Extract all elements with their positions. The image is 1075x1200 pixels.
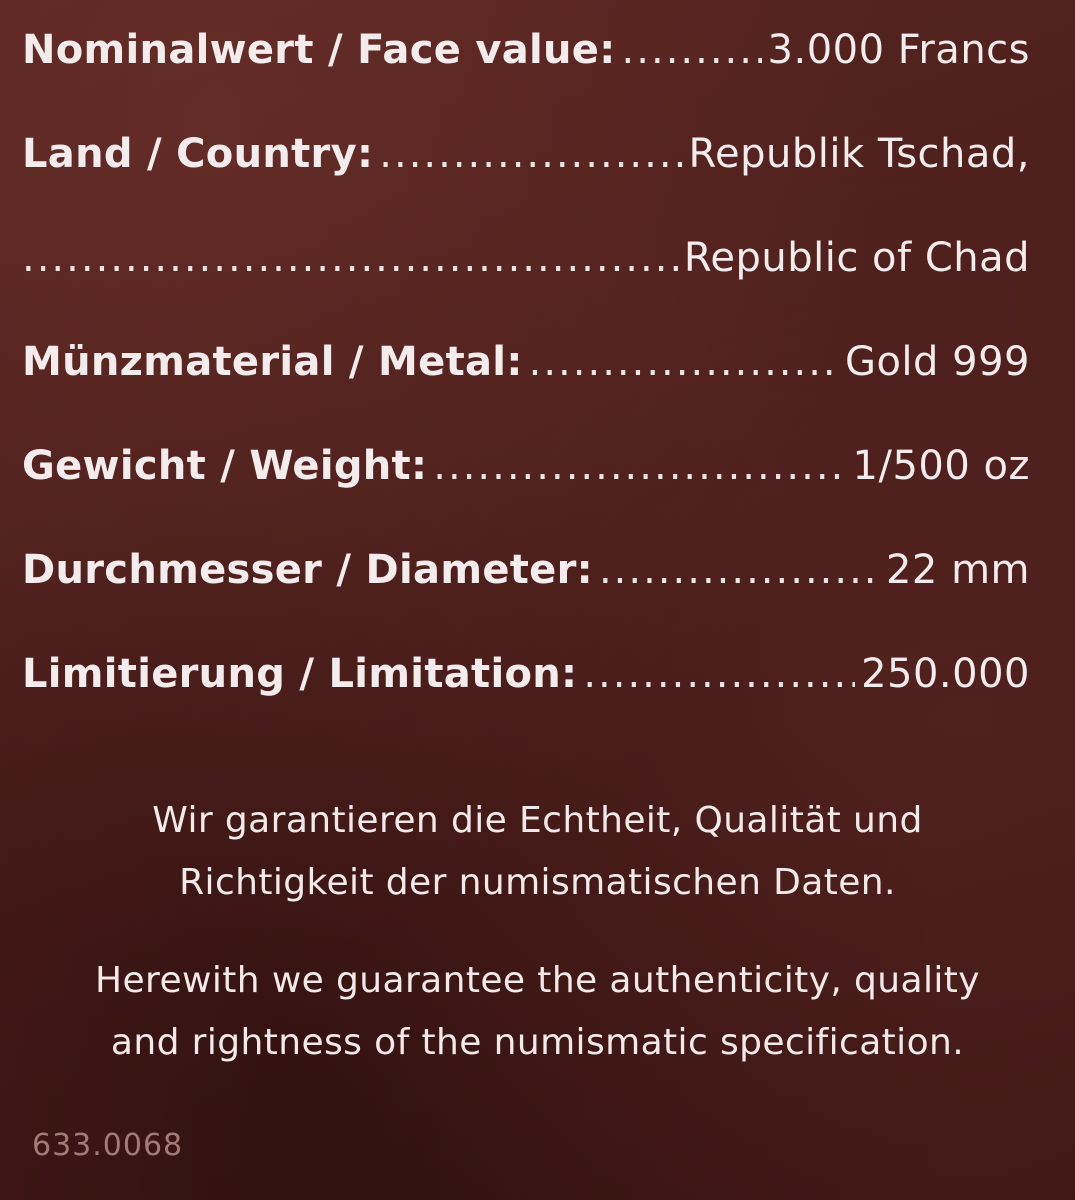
spec-label: Gewicht / Weight: bbox=[22, 443, 428, 489]
dot-leader bbox=[583, 644, 855, 704]
spec-row-limitation bbox=[22, 644, 1030, 748]
statement-line: and rightness of the numismatic specification. bbox=[110, 1022, 965, 1063]
guarantee-statement-english bbox=[0, 950, 1075, 1074]
spec-label: Durchmesser / Diameter: bbox=[22, 547, 593, 593]
spec-label: Nominalwert / Face value: bbox=[22, 27, 616, 73]
dot-leader bbox=[622, 20, 762, 80]
spec-label: Münzmaterial / Metal: bbox=[22, 339, 523, 385]
dot-leader bbox=[433, 436, 846, 496]
statement-line: Herewith we guarantee the authenticity, quality bbox=[95, 960, 980, 1001]
spec-row-face-value bbox=[22, 20, 1030, 124]
spec-row-metal bbox=[22, 332, 1030, 436]
guarantee-statement-german bbox=[0, 790, 1075, 914]
spec-value: Republic of Chad bbox=[683, 235, 1030, 281]
statement-line: Wir garantieren die Echtheit, Qualität und bbox=[152, 800, 923, 841]
spec-row-country-continued bbox=[22, 228, 1030, 332]
spec-value: 250.000 bbox=[861, 651, 1030, 697]
dot-leader bbox=[22, 228, 678, 288]
dot-leader bbox=[529, 332, 839, 392]
spec-value: 22 mm bbox=[885, 547, 1030, 593]
statement-line: Richtigkeit der numismatischen Daten. bbox=[179, 862, 896, 903]
spec-value: 1/500 oz bbox=[852, 443, 1030, 489]
spec-value: Republik Tschad, bbox=[688, 131, 1030, 177]
article-number: 633.0068 bbox=[32, 1128, 184, 1163]
spec-value: 3.000 Francs bbox=[767, 27, 1030, 73]
dot-leader bbox=[379, 124, 682, 184]
spec-row-weight bbox=[22, 436, 1030, 540]
specification-list bbox=[22, 20, 1030, 748]
spec-row-country bbox=[22, 124, 1030, 228]
spec-label: Limitierung / Limitation: bbox=[22, 651, 578, 697]
spec-value: Gold 999 bbox=[844, 339, 1030, 385]
spec-label: Land / Country: bbox=[22, 131, 374, 177]
dot-leader bbox=[599, 540, 880, 600]
spec-row-diameter bbox=[22, 540, 1030, 644]
